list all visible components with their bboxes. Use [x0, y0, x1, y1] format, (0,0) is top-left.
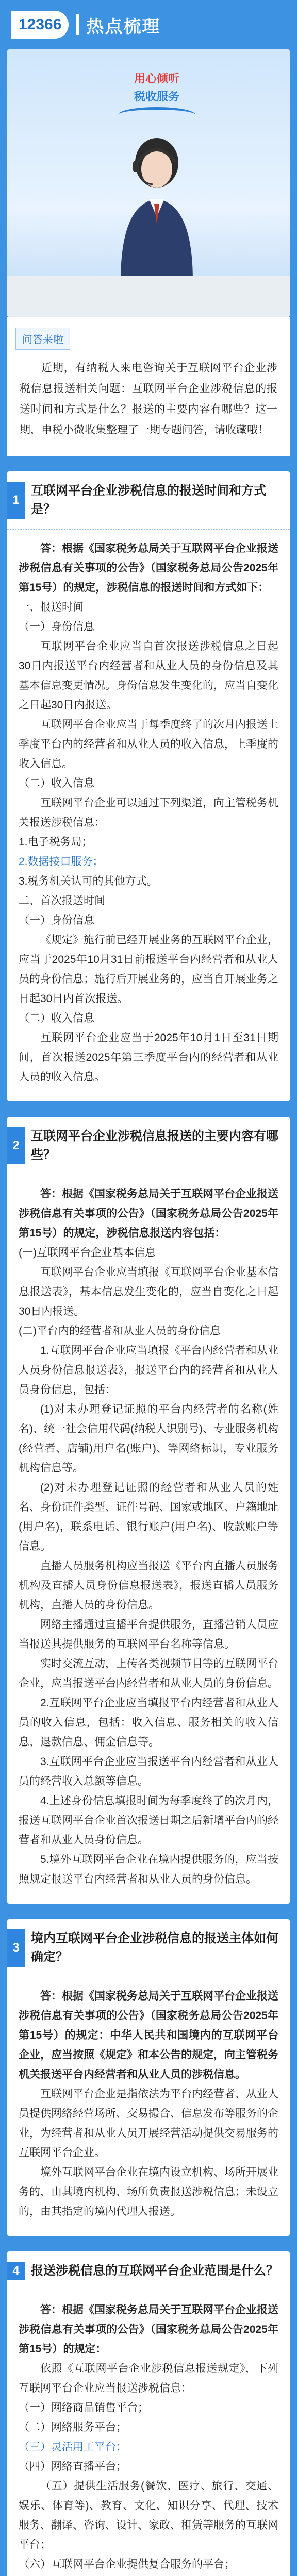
answer-paragraph: （二）收入信息: [19, 777, 94, 789]
answer-paragraph: 实时交流互动，上传各类视频节目等的互联网平台企业，应当报送平台内经营者和从业人员的身份信息。: [19, 1658, 278, 1689]
question-card: [7, 1117, 290, 1904]
answer-paragraph: 互联网平台企业应当填报《互联网平台企业基本信息报送表》，基本信息发生变化的，应当自变化之日起30日内报送。: [19, 1266, 278, 1317]
answer-paragraph: 一、报送时间: [19, 601, 84, 613]
header-divider: [76, 14, 79, 35]
answer-paragraph: 《规定》施行前已经开展业务的互联网平台企业，应当于2025年10月31日前报送平台内经营者和从业人员的身份信息；施行后开展业务的，应当自开展业务之日起30日内首次报送。: [19, 934, 278, 1005]
question-header: [7, 1117, 290, 1175]
answer-paragraph: 直播人员服务机构应当报送《平台内直播人员服务机构及直播人员身份信息报送表》，报送直播人员服务机构，直播人员的身份信息。: [19, 1560, 278, 1611]
answer-paragraph: 二、首次报送时间: [19, 895, 105, 907]
answer-paragraph: 互联网平台企业应当于每季度终了的次月内报送上季度平台内的经营者和从业人员的收入信息，上季度的收入信息。: [19, 719, 278, 770]
question-header: [7, 1919, 290, 1977]
qa-tab-label: 问答来啦: [15, 328, 70, 350]
questions-list: [0, 471, 297, 2576]
answer-paragraph: （二）收入信息: [19, 1012, 94, 1024]
answer-paragraph: （一）网络商品销售平台；: [19, 2402, 148, 2414]
answer-paragraph: （一）身份信息: [19, 621, 94, 633]
intro-paragraph: 近期，有纳税人来电咨询关于互联网平台企业涉税信息报送相关问题：互联网平台企业涉税信息的报送时间和方式是什么？报送的主要内容有哪些？这一期，申税小微收集整理了一期专题问答，请收藏哦！: [7, 350, 290, 456]
question-number: 4: [7, 2262, 25, 2280]
answer-paragraph: (2)对未办理登记证照的经营者和从业人员的姓名、身份证件类型、证件号码、国家或地区、户籍地址(用户名)，联系电话、银行账户(用户名)、收款账户等信息。: [19, 1482, 278, 1552]
answer-paragraph: 境外互联网平台企业在境内设立机构、场所开展业务的，由其境内机构、场所负责报送涉税信息；未设立的，由其指定的境内代理人报送。: [19, 2166, 278, 2217]
answer-paragraph: （三）灵活用工平台；: [19, 2441, 127, 2453]
question-title: 互联网平台企业涉税信息报送的主要内容有哪些？: [31, 1129, 278, 1162]
answer-lead: 答：根据《国家税务总局关于互联网平台企业报送涉税信息有关事项的公告》（国家税务总局公告2025年第15号）的规定，涉税信息的报送时间和方式如下：: [19, 543, 278, 594]
question-title: 境内互联网平台企业涉税信息的报送主体如何确定？: [31, 1931, 278, 1964]
hero-banner: [7, 49, 290, 317]
question-title: 报送涉税信息的互联网平台企业范围是什么？: [31, 2264, 278, 2278]
customer-service-agent-illustration: [105, 127, 208, 281]
answer-paragraph: （四）网络直播平台；: [19, 2461, 127, 2472]
answer-paragraph: 网络主播通过直播平台提供服务，直播营销人员应当报送其提供服务的互联网平台名称等信息。: [19, 1619, 278, 1650]
page-title: 热点梳理: [86, 16, 161, 37]
answer-paragraph: 互联网平台企业应当于2025年10月1日至31日期间，首次报送2025年第三季度平台内的经营者和从业人员的收入信息。: [19, 1032, 278, 1083]
question-header: [7, 471, 290, 530]
answer-paragraph: 2.互联网平台企业应当填报平台内经营者和从业人员的收入信息，包括：收入信息、服务相关的收入信息、退款信息、佣金信息等。: [19, 1697, 278, 1748]
question-number: 2: [7, 1127, 25, 1164]
question-title: 互联网平台企业涉税信息的报送时间和方式是？: [31, 484, 266, 516]
answer-body: [7, 1175, 290, 1904]
question-card: [7, 1919, 290, 2236]
answer-paragraph: 5.境外互联网平台企业在境内提供服务的，应当按照规定报送平台内经营者和从业人员的身份信息。: [19, 1854, 278, 1885]
answer-body: [7, 2291, 290, 2576]
answer-body: [7, 530, 290, 1101]
answer-paragraph: 1.电子税务局；: [19, 836, 93, 848]
answer-paragraph: （六）互联网平台企业提供复合服务的平台；: [19, 2558, 235, 2570]
answer-paragraph: 4.上述身份信息填报时间为每季度终了的次月内，报送互联网平台企业首次报送日期之后新增平台内的经营者和从业人员身份信息。: [19, 1795, 278, 1846]
logo-arc: [118, 107, 195, 123]
answer-paragraph: （五）提供生活服务(餐饮、医疗、旅行、交通、娱乐、体育等)、教育、文化、知识分享、代理、技术服务、翻译、咨询、设计、家政、租赁等服务的互联网平台；: [19, 2480, 278, 2551]
logo-line1: 用心倾听: [134, 72, 179, 85]
header-tag: 12366: [11, 11, 69, 39]
answer-paragraph: 互联网平台企业可以通过下列渠道，向主管税务机关报送涉税信息：: [19, 797, 278, 828]
question-header: [7, 2251, 290, 2291]
answer-paragraph: (1)对未办理登记证照的平台内经营者的名称(姓名)、统一社会信用代码(纳税人识别号)、专业服务机构(经营者、店铺)用户名(账户)、等网络标识，专业服务机构信息等。: [19, 1403, 278, 1474]
service-logo: [110, 70, 203, 132]
answer-paragraph: 互联网平台企业是指依法为平台内经营者、从业人员提供网络经营场所、交易撮合、信息发布等服务的企业，为经营者和从业人员开展经营活动提供交易服务的互联网平台企业。: [19, 2088, 278, 2159]
answer-paragraph: 依照《互联网平台企业涉税信息报送规定》，下列互联网平台企业应当报送涉税信息：: [19, 2363, 278, 2394]
answer-paragraph: (一)互联网平台企业基本信息: [19, 1247, 156, 1259]
answer-lead: 答：根据《国家税务总局关于互联网平台企业报送涉税信息有关事项的公告》（国家税务总局公告2025年第15号）的规定：: [19, 2304, 278, 2355]
question-number: 1: [7, 482, 25, 519]
page-header: [0, 0, 297, 49]
answer-paragraph: 互联网平台企业应当自首次报送涉税信息之日起30日内报送平台内经营者和从业人员的身份信息及其基本信息变更情况。身份信息发生变化的，应当自变化之日起30日内报送。: [19, 640, 278, 711]
question-card: [7, 471, 290, 1101]
answer-paragraph: 2.数据接口服务；: [19, 856, 104, 868]
answer-paragraph: 3.互联网平台企业应当报送平台内经营者和从业人员的经营收入总额等信息。: [19, 1756, 278, 1787]
question-card: [7, 2251, 290, 2576]
question-number: 3: [7, 1929, 25, 1967]
answer-lead: 答：根据《国家税务总局关于互联网平台企业报送涉税信息有关事项的公告》（国家税务总局公告2025年第15号）的规定，涉税信息报送内容包括：: [19, 1188, 278, 1239]
desk: [7, 276, 290, 317]
answer-paragraph: （二）网络服务平台；: [19, 2421, 127, 2433]
qa-tab: [7, 317, 290, 350]
answer-paragraph: 1.互联网平台企业应当填报《平台内经营者和从业人员身份信息报送表》，报送平台内的经营者和从业人员身份信息，包括：: [19, 1345, 278, 1396]
answer-paragraph: （一）身份信息: [19, 914, 94, 926]
answer-lead: 答：根据《国家税务总局关于互联网平台企业报送涉税信息有关事项的公告》（国家税务总局公告2025年第15号）的规定：中华人民共和国境内的互联网平台企业，应当按照《规定》和本公告的规定，向主管税务机关报送平台内经营者和从业人员的涉税信息。: [19, 1990, 278, 2080]
logo-line2: 税收服务: [134, 90, 179, 103]
answer-paragraph: (二)平台内的经营者和从业人员的身份信息: [19, 1325, 221, 1337]
answer-paragraph: 3.税务机关认可的其他方式。: [19, 875, 158, 887]
answer-body: [7, 1977, 290, 2236]
